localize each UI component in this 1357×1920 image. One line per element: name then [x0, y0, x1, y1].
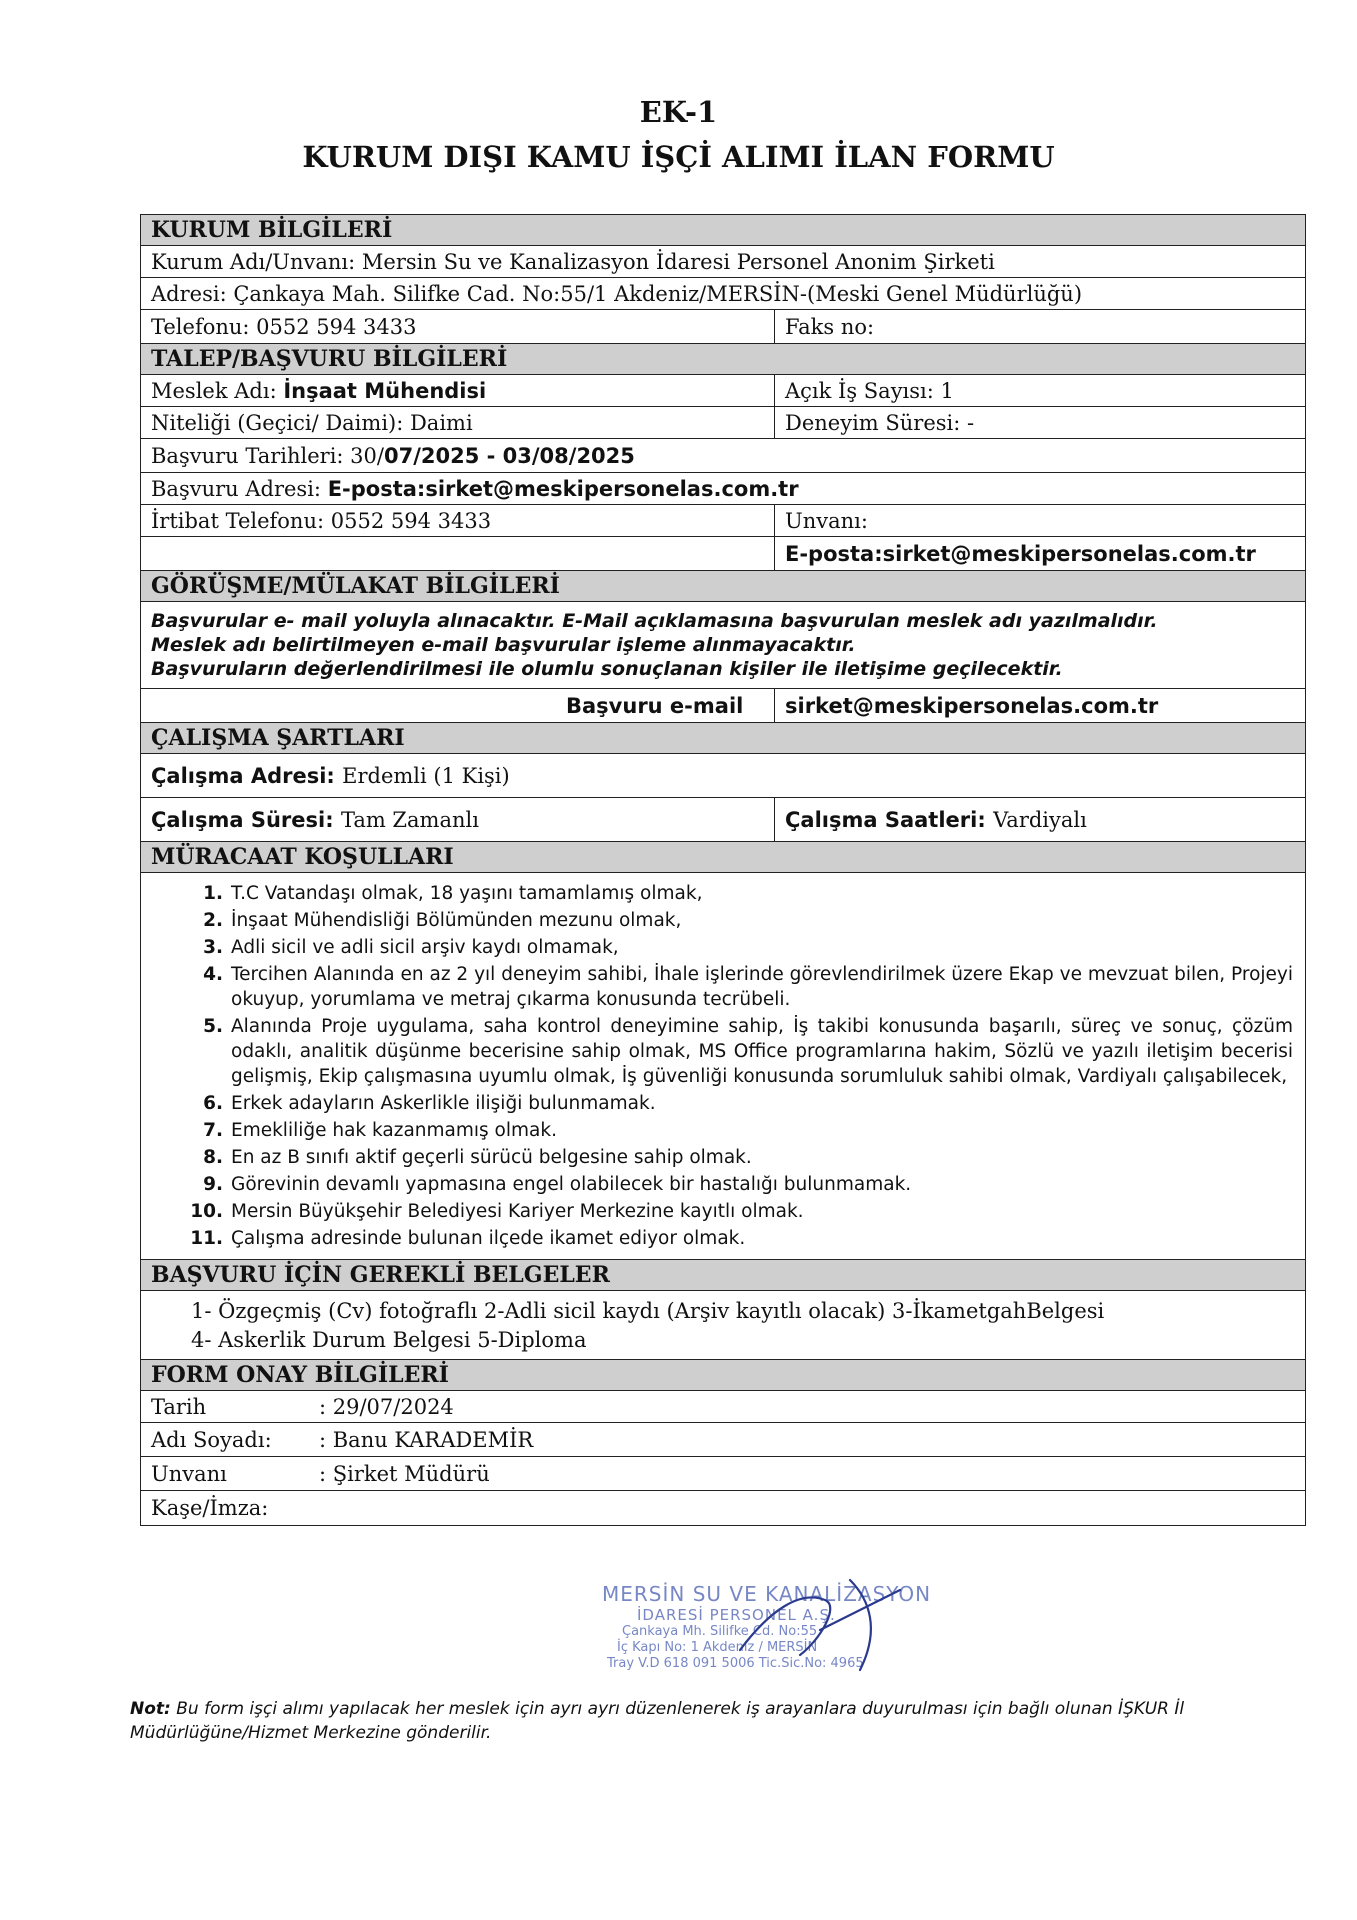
- list-item-text: Görevinin devamlı yapmasına engel olabilecek bir hastalığı bulunmamak.: [231, 1174, 912, 1195]
- list-item-number: 11.: [190, 1228, 223, 1249]
- section-muracaat: MÜRACAAT KOŞULLARI: [141, 842, 1305, 873]
- meslek-value: İnşaat Mühendisi: [283, 379, 487, 403]
- list-item-text: Çalışma adresinde bulunan ilçede ikamet ediyor olmak.: [231, 1228, 746, 1249]
- kurum-name: Kurum Adı/Unvanı: Mersin Su ve Kanalizasyon İdaresi Personel Anonim Şirketi: [141, 246, 1305, 278]
- list-item: [181, 1199, 1293, 1224]
- annex-label: EK-1: [639, 95, 718, 129]
- list-item: [181, 1145, 1293, 1170]
- basvuru-email-label: Başvuru e-mail: [566, 694, 744, 718]
- list-item-number: 1.: [203, 883, 223, 904]
- kurum-phone-row: [141, 310, 1305, 344]
- list-item: [181, 908, 1293, 933]
- section-gorusme: GÖRÜŞME/MÜLAKAT BİLGİLERİ: [141, 571, 1305, 602]
- irtibat-row: İrtibat Telefonu: 0552 594 3433 Unvanı:: [141, 505, 1305, 537]
- unvan-cell: Unvanı:: [774, 505, 868, 536]
- eposta-row: [141, 537, 1305, 571]
- list-item: [181, 935, 1293, 960]
- gorusme-line-1: Başvurular e- mail yoluyla alınacaktır. E-Mail açıklamasına başvurulan meslek adı yazılmalıdır.: [151, 610, 1158, 632]
- muracaat-list: [141, 873, 1305, 1260]
- belgeler-line-1: 1- Özgeçmiş (Cv) fotoğraflı 2-Adli sicil kaydı (Arşiv kayıtlı olacak) 3-İkametgahBelgesi: [191, 1299, 1105, 1323]
- list-item-number: 6.: [203, 1093, 223, 1114]
- list-item: [181, 962, 1293, 1012]
- list-item-number: 9.: [203, 1174, 223, 1195]
- list-item-text: En az B sınıfı aktif geçerli sürücü belgesine sahip olmak.: [231, 1147, 752, 1168]
- basvuru-tarihleri: Başvuru Tarihleri: 30/07/2025 - 03/08/2025: [141, 439, 1305, 473]
- list-item-text: Alanında Proje uygulama, saha kontrol deneyimine sahip, İş takibi konusunda başarılı, süreç ve sonuç, çözüm odaklı, analitik düşünme becerisine sahip olmak, MS Office programlarına hakim, Sözlü ve yazılı iletişim becerisi gelişmiş, Ekip çalışmasına uyumlu olmak, İş güvenliği konusunda sorumluluk sahibi olmak, Vardiyalı çalışabilecek,: [231, 1016, 1293, 1087]
- list-item-number: 2.: [203, 910, 223, 931]
- section-belgeler: BAŞVURU İÇİN GEREKLİ BELGELER: [141, 1260, 1305, 1291]
- list-item-text: İnşaat Mühendisliği Bölümünden mezunu olmak,: [231, 910, 682, 931]
- belgeler-line-2: 4- Askerlik Durum Belgesi 5-Diploma: [191, 1328, 587, 1352]
- list-item: [181, 1226, 1293, 1251]
- kurum-fax: Faks no:: [774, 310, 874, 343]
- meslek-row: Meslek Adı: İnşaat Mühendisi Açık İş Sayısı: 1: [141, 375, 1305, 407]
- list-item: [181, 881, 1293, 906]
- list-item-text: Mersin Büyükşehir Belediyesi Kariyer Merkezine kayıtlı olmak.: [231, 1201, 804, 1222]
- gorusme-line-2: Meslek adı belirtilmeyen e-mail başvurular işleme alınmayacaktır.: [151, 634, 856, 656]
- list-item-number: 10.: [190, 1201, 223, 1222]
- section-kurum: KURUM BİLGİLERİ: [141, 215, 1305, 246]
- basvuru-adresi: Başvuru Adresi: E-posta:sirket@meskipersonelas.com.tr: [141, 473, 1305, 505]
- belgeler-list: [141, 1291, 1305, 1360]
- section-talep: TALEP/BAŞVURU BİLGİLERİ: [141, 344, 1305, 375]
- calisma-suresi-row: Çalışma Süresi: Tam Zamanlı Çalışma Saatleri: Vardiyalı: [141, 798, 1305, 842]
- basvuru-email-row: [141, 689, 1305, 723]
- list-item-text: T.C Vatandaşı olmak, 18 yaşını tamamlamış olmak,: [231, 883, 703, 904]
- list-item: [181, 1172, 1293, 1197]
- list-item-text: Tercihen Alanında en az 2 yıl deneyim sahibi, İhale işlerinde görevlendirilmek üzere Ekap ve mevzuat bilen, Projeyi okuyup, yorumlama ve metraj çıkarma konusunda tecrübeli.: [231, 964, 1293, 1010]
- kurum-address: Adresi: Çankaya Mah. Silifke Cad. No:55/1 Akdeniz/MERSİN-(Meski Genel Müdürlüğü): [141, 278, 1305, 310]
- gorusme-notes: [141, 602, 1305, 689]
- deneyim-suresi: Deneyim Süresi: -: [774, 407, 974, 438]
- onay-kase-imza: Kaşe/İmza:: [151, 1496, 269, 1520]
- company-stamp: MERSİN SU VE KANALİZASYON İDARESİ PERSONEL A.Ş. Çankaya Mh. Silifke Cd. No:55 İç Kapı No: 1 Akdeniz / MERSİN Tray V.D 618 091 5006 Tic.Sic.No: 4965: [602, 1582, 932, 1671]
- section-calisma: ÇALIŞMA ŞARTLARI: [141, 723, 1305, 754]
- eposta-cell: E-posta:sirket@meskipersonelas.com.tr: [774, 537, 1256, 570]
- list-item-text: Erkek adayların Askerlikle ilişiği bulunmamak.: [231, 1093, 656, 1114]
- application-form: [140, 214, 1306, 1526]
- gorusme-line-3: Başvuruların değerlendirilmesi ile olumlu sonuçlanan kişiler ile iletişime geçilecektir.: [151, 658, 1063, 680]
- acik-is-sayisi: Açık İş Sayısı: 1: [774, 375, 954, 406]
- onay-tarih: Tarih : 29/07/2024: [141, 1391, 1305, 1423]
- list-item-text: Emekliliğe hak kazanmamış olmak.: [231, 1120, 557, 1141]
- list-item: [181, 1118, 1293, 1143]
- footer-note: Not: Bu form işçi alımı yapılacak her meslek için ayrı ayrı düzenlenerek iş arayanlara duyurulması için bağlı olunan İŞKUR İl Müdürlüğüne/Hizmet Merkezine gönderilir.: [130, 1699, 1185, 1743]
- list-item-number: 4.: [203, 964, 223, 985]
- kurum-phone: Telefonu: 0552 594 3433: [151, 315, 417, 339]
- page-title: KURUM DIŞI KAMU İŞÇİ ALIMI İLAN FORMU: [302, 140, 1055, 174]
- signature: [730, 1570, 930, 1680]
- onay-unvan: Unvanı : Şirket Müdürü: [141, 1457, 1305, 1491]
- section-onay: FORM ONAY BİLGİLERİ: [141, 1360, 1305, 1391]
- calisma-saatleri: Çalışma Saatleri: Vardiyalı: [774, 798, 1087, 841]
- onay-adi-soyadi: Adı Soyadı: : Banu KARADEMİR: [141, 1423, 1305, 1457]
- list-item: [181, 1091, 1293, 1116]
- list-item-number: 7.: [203, 1120, 223, 1141]
- onay-table: [141, 1391, 1305, 1525]
- list-item-number: 3.: [203, 937, 223, 958]
- list-item: [181, 1014, 1293, 1089]
- basvuru-email-value: sirket@meskipersonelas.com.tr: [774, 689, 1158, 722]
- nitelik-row: Niteliği (Geçici/ Daimi): Daimi Deneyim Süresi: -: [141, 407, 1305, 439]
- list-item-number: 5.: [203, 1016, 223, 1037]
- list-item-text: Adli sicil ve adli sicil arşiv kaydı olmamak,: [231, 937, 619, 958]
- list-item-number: 8.: [203, 1147, 223, 1168]
- calisma-adresi: Çalışma Adresi: Erdemli (1 Kişi): [141, 754, 1305, 798]
